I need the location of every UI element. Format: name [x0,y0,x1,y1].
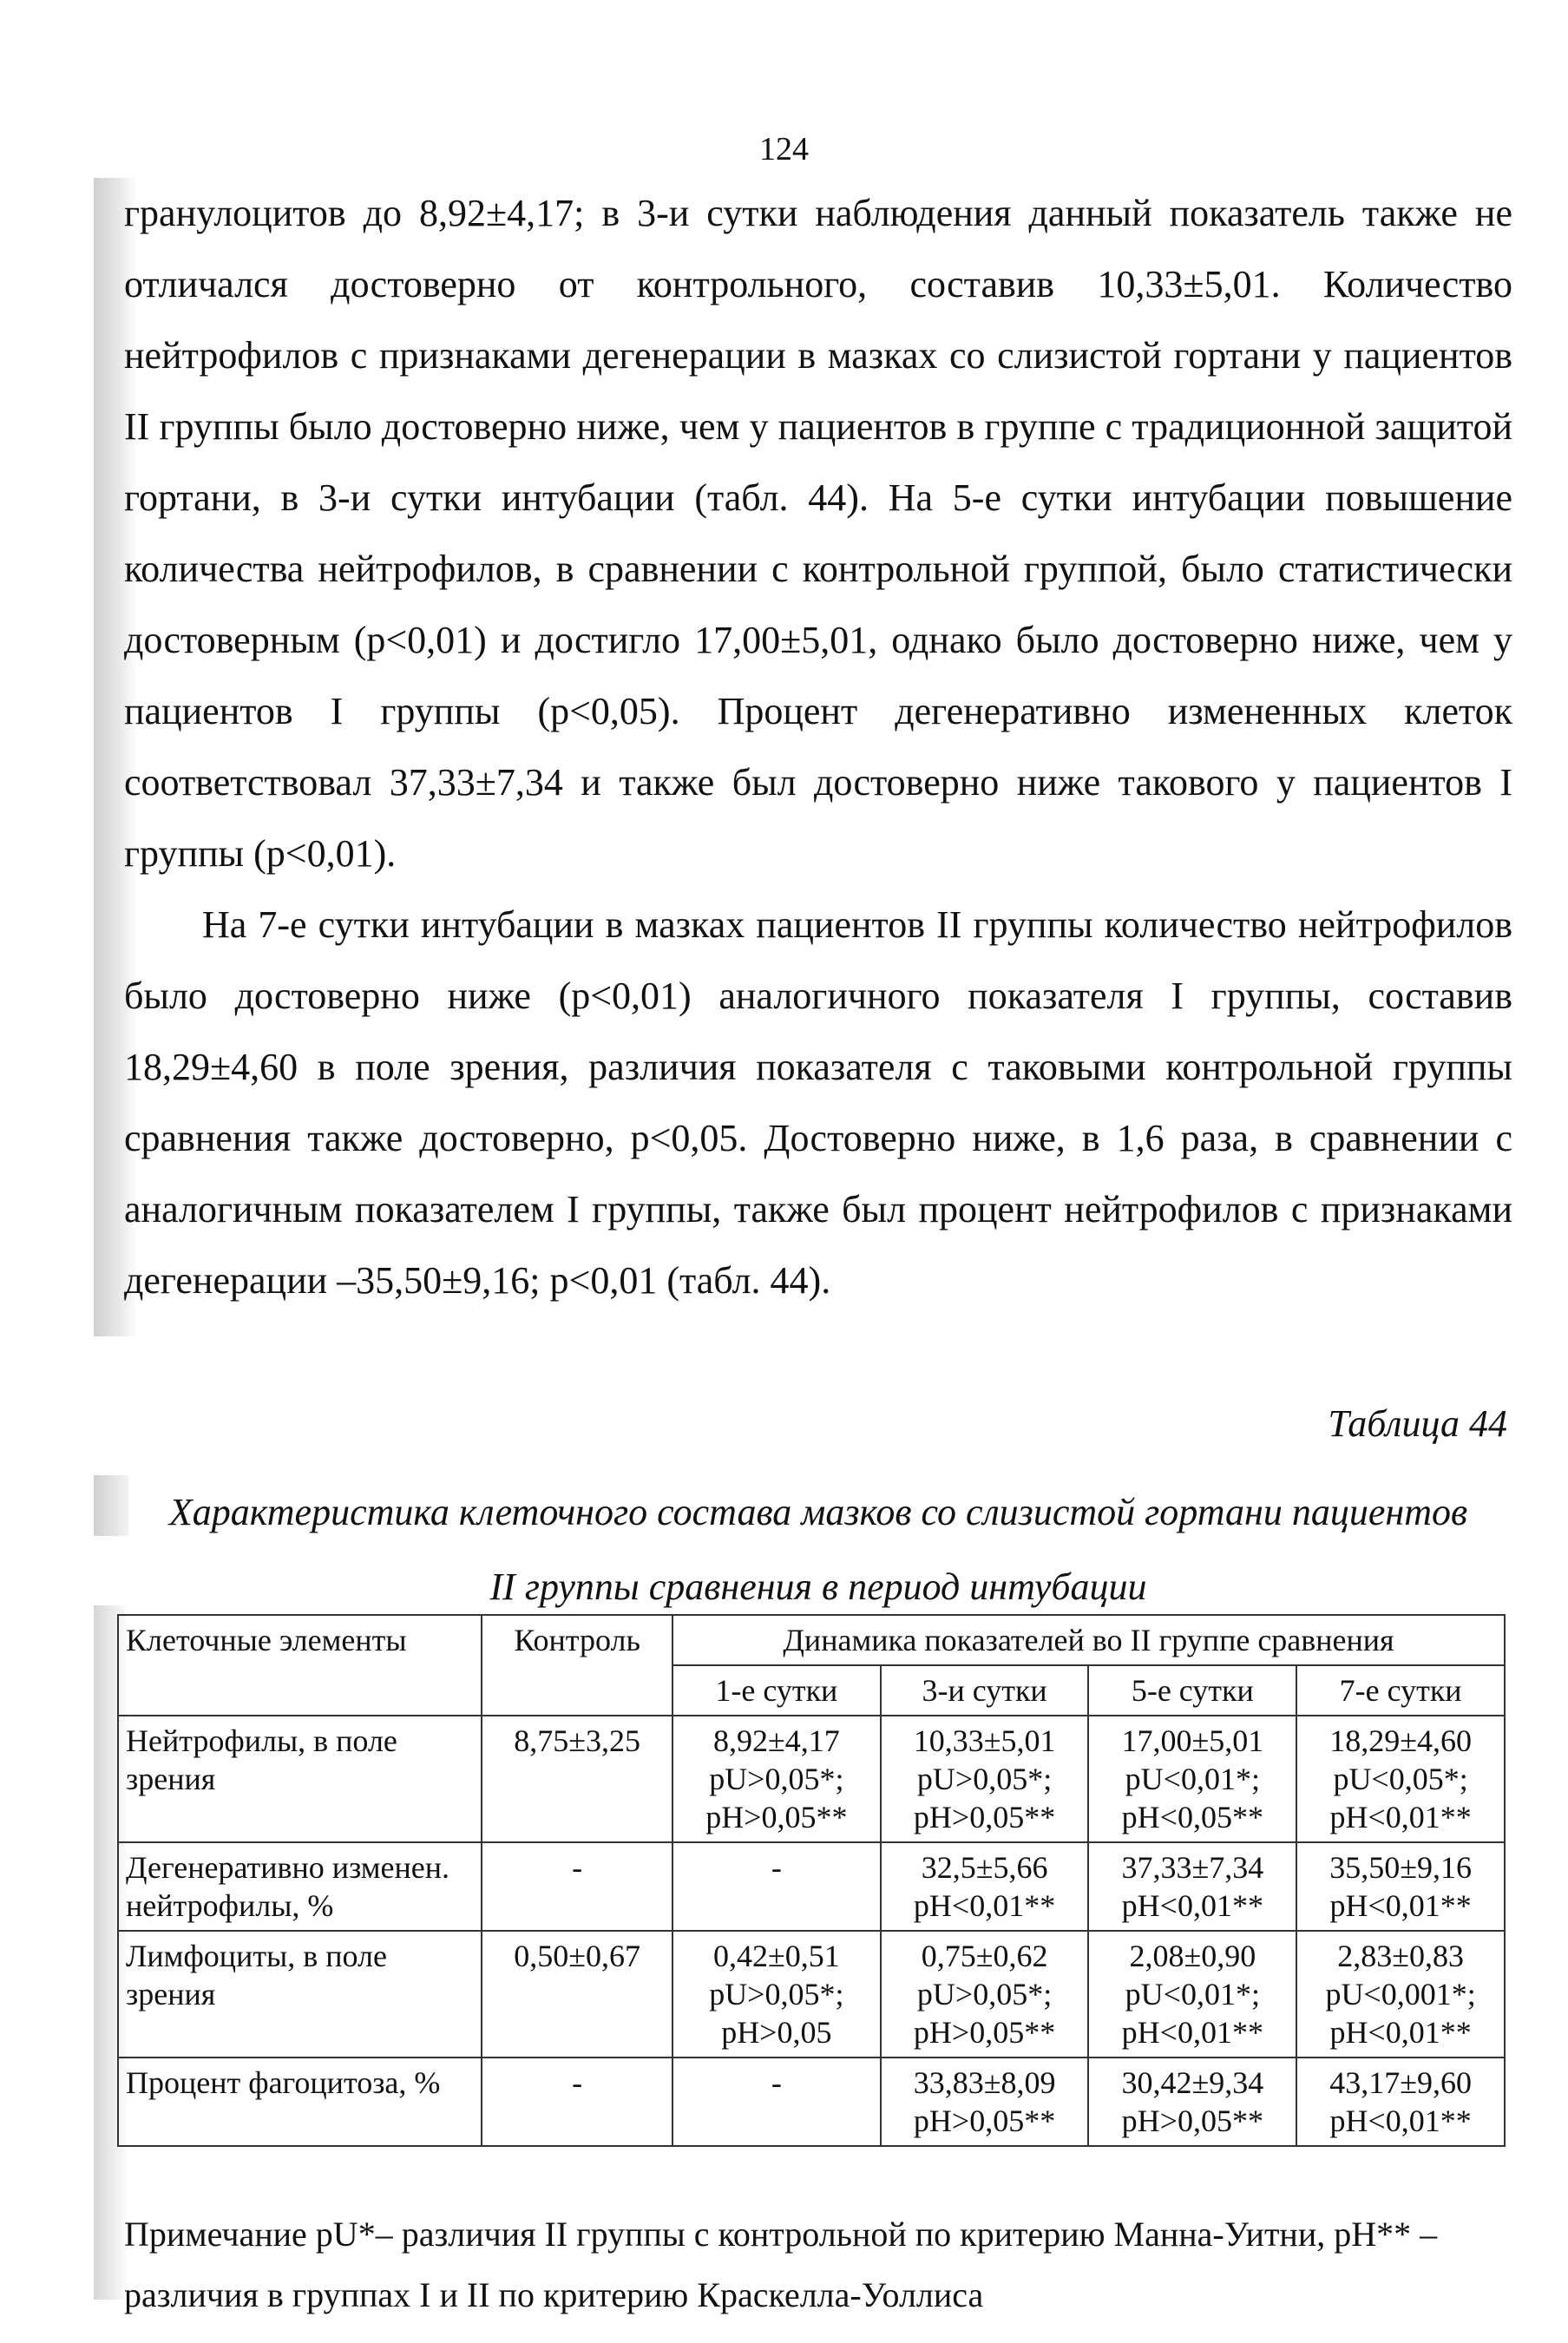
value-cell [672,1716,881,1842]
value-cell [881,1716,1089,1842]
value-line: pH<0,05** [1121,1800,1263,1834]
table-row [118,1931,1505,2058]
value-line: 0,75±0,62 [921,1939,1048,1973]
paragraph-1: гранулоцитов до 8,92±4,17; в 3-и сутки наблюдения данный показатель также не отличался достоверно от контрольного, составив 10,33±5,01. Количество нейтрофилов с признаками дегенерации в мазках со слизистой гортани у пациентов II группы было достоверно ниже, чем у пациентов в группе с традиционной защитой гортани, в 3-и сутки интубации (табл. 44). На 5-е сутки интубации повышение количества нейтрофилов, в сравнении с контрольной группой, было статистически достоверным (p<0,01) и достигло 17,00±5,01, однако было достоверно ниже, чем у пациентов I группы (p<0,05). Процент дегенеративно измененных клеток соответствовал 37,33±7,34 и также был достоверно ниже такового у пациентов I группы (p<0,01). [124,192,1512,875]
row-label-line: Лимфоциты, в поле [126,1939,387,1973]
value-line: pH<0,01** [1329,1800,1472,1834]
value-cell [672,2058,881,2146]
value-line: pH<0,01** [913,1888,1056,1923]
table-header-row [118,1615,1505,1665]
value-cell [1088,1716,1296,1842]
table-title [124,1475,1512,1624]
table-label: Таблица 44 [1328,1402,1507,1445]
value-line: pH>0,05** [913,2015,1056,2050]
table-title-line-2: II группы сравнения в период интубации [489,1565,1147,1608]
value-cell [881,1931,1089,2058]
header-cell-day: 3-и сутки [881,1665,1089,1716]
value-line: - [771,2065,782,2100]
row-label-cell [118,1842,482,1931]
table-title-line-1: Характеристика клеточного состава мазков со слизистой гортани пациентов [168,1491,1468,1533]
value-line: 8,92±4,17 [712,1723,840,1758]
value-cell [881,2058,1089,2146]
row-label-cell [118,2058,482,2146]
value-cell [672,1931,881,2058]
control-cell: 0,50±0,67 [482,1931,672,2058]
table-row [118,1716,1505,1842]
header-cell-elements: Клеточные элементы [118,1615,482,1716]
control-cell: - [482,1842,672,1931]
header-cell-control: Контроль [482,1615,672,1716]
table-row [118,2058,1505,2146]
table-body [118,1716,1505,2146]
value-cell [1088,1842,1296,1931]
table-note [124,2204,1512,2326]
value-line: 32,5±5,66 [921,1850,1048,1885]
value-cell [1088,1931,1296,2058]
value-line: pH<0,01** [1329,2103,1472,2138]
value-line: pU<0,01*; [1125,1977,1260,2012]
value-cell [1296,2058,1505,2146]
header-cell-dynamics: Динамика показателей во II группе сравнения [672,1615,1505,1665]
value-line: pU>0,05*; [916,1762,1053,1796]
value-line: pU>0,05*; [916,1977,1053,2012]
value-line: pH<0,01** [1329,1888,1472,1923]
paragraph-2: На 7-е сутки интубации в мазках пациентов II группы количество нейтрофилов было достоверно ниже (p<0,01) аналогичного показателя I группы, составив 18,29±4,60 в поле зрения, различия показателя с таковыми контрольной группы сравнения также достоверно, p<0,05. Достоверно ниже, в 1,6 раза, в сравнении с аналогичным показателем I группы, также был процент нейтрофилов с признаками дегенерации –35,50±9,16; p<0,01 (табл. 44). [124,903,1512,1302]
value-line: pH>0,05** [1121,2103,1263,2138]
control-cell: - [482,2058,672,2146]
value-line: - [771,1850,782,1885]
value-line: pU<0,05*; [1333,1762,1468,1796]
value-cell [672,1842,881,1931]
row-label-line: Процент фагоцитоза, % [126,2065,441,2100]
row-label-line: зрения [126,1977,216,2012]
value-cell [1296,1842,1505,1931]
value-line: pH>0,05** [913,2103,1056,2138]
value-line: 10,33±5,01 [913,1723,1056,1758]
value-line: 0,42±0,51 [712,1939,840,1973]
value-line: 18,29±4,60 [1329,1723,1472,1758]
header-cell-day: 7-е сутки [1296,1665,1505,1716]
value-line: pH<0,01** [1121,2015,1263,2050]
value-cell [881,1842,1089,1931]
value-cell [1296,1716,1505,1842]
header-cell-day: 5-е сутки [1088,1665,1296,1716]
value-cell [1296,1931,1505,2058]
value-line: pH<0,01** [1329,2015,1472,2050]
value-line: 33,83±8,09 [913,2065,1056,2100]
value-line: pU<0,01*; [1125,1762,1260,1796]
value-line: pH>0,05** [913,1800,1056,1834]
data-table [117,1614,1506,2147]
header-cell-day: 1-е сутки [672,1665,881,1716]
note-line-2: различия в группах I и II по критерию Краскелла-Уоллиса [124,2275,984,2314]
value-line: pH<0,01** [1121,1888,1263,1923]
value-line: 2,83±0,83 [1337,1939,1464,1973]
value-line: 37,33±7,34 [1121,1850,1264,1885]
row-label-cell [118,1931,482,2058]
table-row [118,1842,1505,1931]
value-line: 30,42±9,34 [1121,2065,1264,2100]
value-line: 43,17±9,60 [1329,2065,1472,2100]
value-line: pU<0,001*; [1325,1977,1476,2012]
row-label-line: нейтрофилы, % [126,1888,334,1923]
row-label-line: Дегенеративно изменен. [126,1850,450,1885]
value-line: pU>0,05*; [709,1762,844,1796]
row-label-line: Нейтрофилы, в поле [126,1723,397,1758]
value-line: 35,50±9,16 [1329,1850,1472,1885]
value-line: 2,08±0,90 [1129,1939,1256,1973]
control-cell: 8,75±3,25 [482,1716,672,1842]
row-label-line: зрения [126,1762,216,1796]
row-label-cell [118,1716,482,1842]
value-line: pH>0,05 [721,2015,832,2050]
scan-shadow [94,1475,128,1536]
value-cell [1088,2058,1296,2146]
page-number: 124 [759,131,809,167]
note-line-1: Примечание pU*– различия II группы с контрольной по критерию Манна-Уитни, pH** – [124,2215,1438,2254]
value-line: 17,00±5,01 [1121,1723,1264,1758]
body-text [124,178,1512,1316]
value-line: pU>0,05*; [709,1977,844,2012]
value-line: pH>0,05** [705,1800,848,1834]
